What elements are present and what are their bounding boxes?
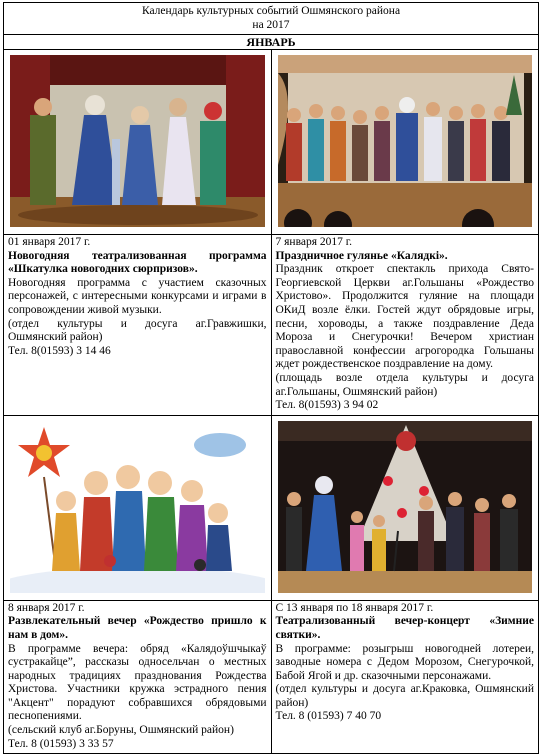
event-card-2	[271, 235, 539, 416]
calendar-header	[4, 3, 539, 35]
event-photo-2	[278, 55, 533, 233]
event-location: (площадь возле отдела культуры и досуга аг.Гольшаны, Ошмянский район)	[275, 371, 534, 398]
event-date: 7 января 2017 г.	[275, 236, 353, 248]
event-card-1	[4, 235, 272, 416]
event-description: Праздник откроет спектакль прихода Свято-Георгиевской Церкви аг.Гольшаны «Рождество Христово». Продолжится гуляние на площади ОКиД возле ёлки. Гостей ждут обрядовые игры, песни, хороводы, а также поздравление Деда Мороза и Снегурочки! Вечером христиан православной конфессии агрогородка Гольшаны ждет рождественское поздравление на дому.	[275, 263, 534, 371]
calendar-year: на 2017	[252, 19, 290, 31]
event-phone: Тел. 8 (01593) 3 33 57	[8, 737, 114, 750]
event-title: Театрализованный вечер-концерт «Зимние святки».	[275, 615, 534, 641]
event-description: Новогодняя программа с участием сказочных персонажей, с интересными конкурсами и играми в сопровождении живой музыки.	[8, 276, 267, 316]
event-title: Праздничное гулянье «Калядкі».	[275, 249, 448, 262]
calendar-page	[3, 2, 539, 754]
event-description: В программе: розыгрыш новогодней лотереи, заводные номера с Дедом Морозом, Снегурочкой, Бабой Ягой и др. сказочными персонажами.	[275, 642, 534, 682]
event-card-3	[4, 600, 272, 754]
calendar-title: Календарь культурных событий Ошмянского района	[141, 5, 401, 17]
event-photo-cell-3	[4, 415, 272, 600]
event-photo-cell-2	[271, 50, 539, 235]
event-photo-3	[10, 421, 265, 599]
event-date: С 13 января по 18 января 2017 г.	[275, 601, 434, 614]
event-phone: Тел. 8 (01593) 7 40 70	[275, 710, 382, 723]
event-location: (отдел культуры и досуга аг.Краковка, Ошмянский район)	[275, 683, 534, 709]
event-card-4	[271, 600, 539, 754]
event-photo-1	[10, 55, 265, 233]
event-date: 8 января 2017 г.	[8, 601, 85, 614]
event-description: В программе вечера: обряд «Калядоўшчыкаў сустракайце”, рассказы односельчан о местных народных традициях празднования Рождества Христова. Участники кружка эстрадного пения "Акцент" порадуют собравшихся обрядовыми песнопениями.	[8, 642, 267, 723]
event-phone: Тел. 8(01593) 3 94 02	[275, 399, 379, 412]
event-photo-cell-1	[4, 50, 272, 235]
event-date: 01 января 2017 г.	[8, 236, 91, 248]
event-title: Новогодняя театрализованная программа «Шкатулка новогодних сюрпризов».	[8, 249, 267, 276]
calendar-table	[3, 2, 539, 754]
event-location: (сельский клуб аг.Боруны, Ошмянский район)	[8, 724, 234, 737]
event-title: Развлекательный вечер «Рождество пришло к нам в дом».	[8, 615, 267, 641]
month-heading: ЯНВАРЬ	[4, 35, 539, 50]
event-photo-4	[278, 421, 533, 599]
event-location: (отдел культуры и досуга аг.Гравжишки, Ошмянский район)	[8, 317, 267, 344]
event-phone: Тел. 8(01593) 3 14 46	[8, 344, 111, 357]
event-photo-cell-4	[271, 415, 539, 600]
